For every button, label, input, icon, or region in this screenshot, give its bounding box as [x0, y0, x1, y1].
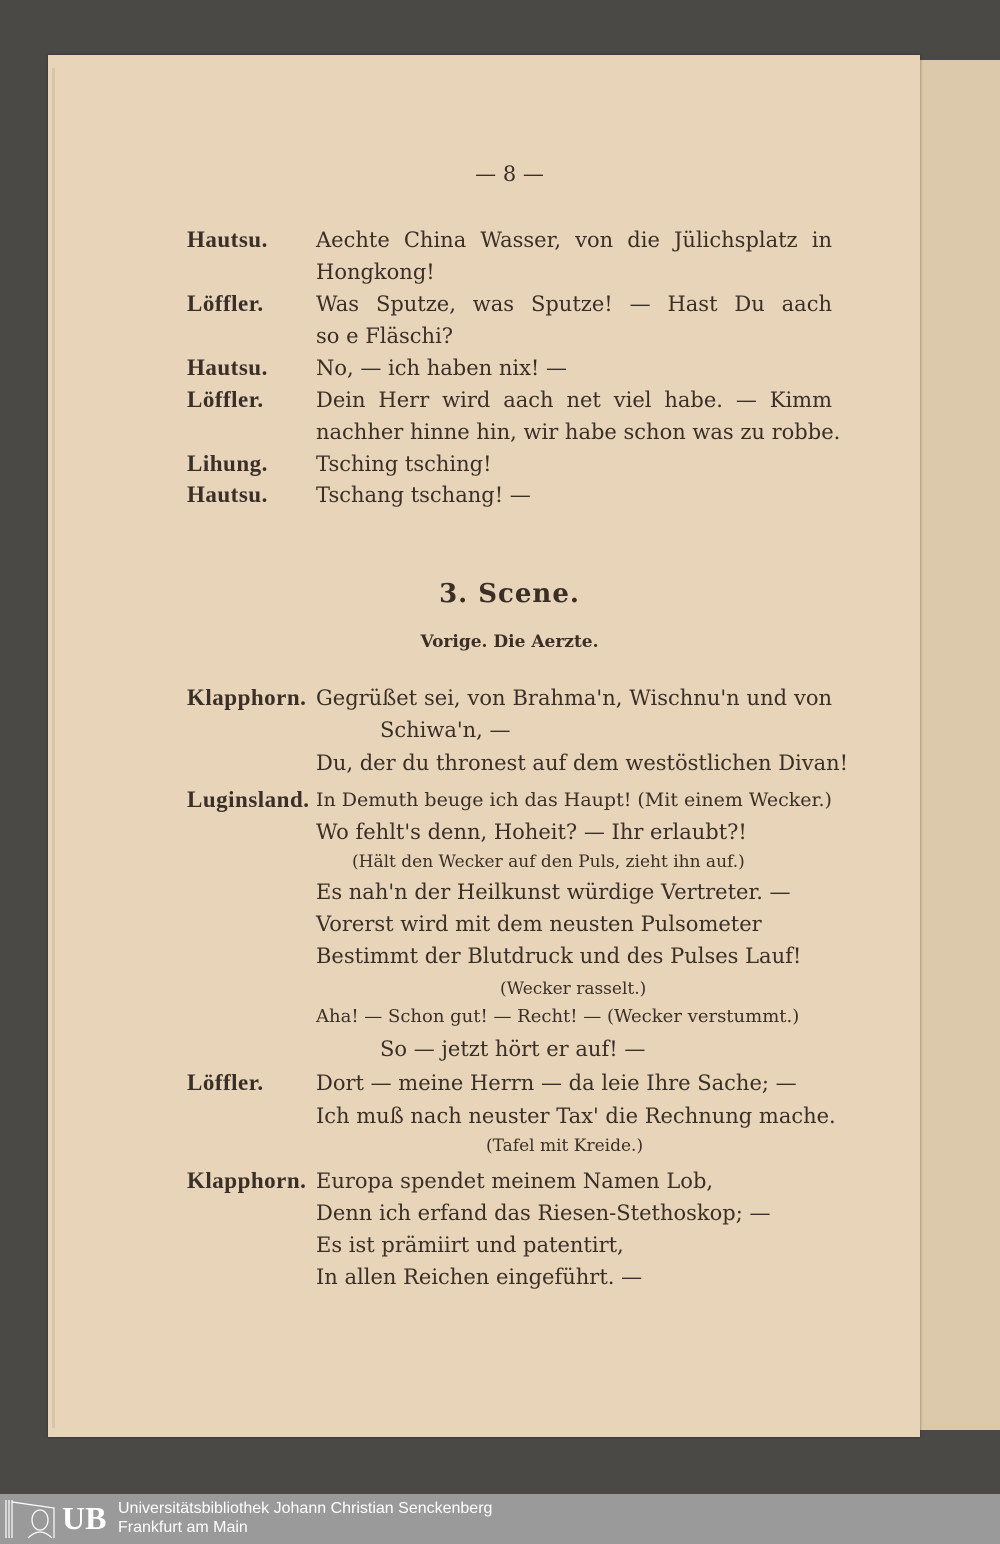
- speaker: Lihung.: [187, 451, 268, 476]
- dialogue-line: so e Fläschi?: [316, 324, 454, 348]
- dialogue-line: Dein Herr wird aach net viel habe. — Kimm: [316, 388, 832, 412]
- page-edge: [52, 68, 55, 1428]
- speaker: Luginsland.: [187, 787, 310, 812]
- stage-direction: (Wecker rasselt.): [500, 979, 647, 999]
- page-number: — 8 —: [475, 162, 544, 186]
- speaker: Löffler.: [187, 1070, 264, 1095]
- stage-direction: (Hält den Wecker auf den Puls, zieht ihn auf.): [352, 852, 745, 872]
- dialogue-line: Denn ich erfand das Riesen-Stethoskop; —: [316, 1201, 771, 1225]
- dialogue-line: In allen Reichen eingeführt. —: [316, 1265, 643, 1289]
- scene-title: 3. Scene.: [439, 579, 580, 609]
- dialogue-line: Aha! — Schon gut! — Recht! — (Wecker verstummt.): [316, 1006, 800, 1027]
- stage-direction: (Tafel mit Kreide.): [486, 1136, 644, 1156]
- portrait-icon: [4, 1498, 60, 1540]
- speaker: Löffler.: [187, 291, 264, 316]
- dialogue-line: Tsching tsching!: [316, 452, 492, 476]
- dialogue-line: Es ist prämiirt und patentirt,: [316, 1233, 624, 1257]
- dialogue-line: Bestimmt der Blutdruck und des Pulses Lauf!: [316, 944, 802, 968]
- speaker: Hautsu.: [187, 355, 268, 380]
- scene-subtitle: Vorige. Die Aerzte.: [420, 632, 599, 652]
- speaker: Hautsu.: [187, 482, 268, 507]
- dialogue-line: Vorerst wird mit dem neusten Pulsometer: [316, 912, 762, 936]
- speaker: Klapphorn.: [187, 685, 307, 710]
- speaker: Klapphorn.: [187, 1168, 307, 1193]
- speaker: Hautsu.: [187, 227, 268, 252]
- library-footer: [0, 1494, 1000, 1544]
- dialogue-line: nachher hinne hin, wir habe schon was zu robbe.: [316, 420, 841, 444]
- speaker: Löffler.: [187, 387, 264, 412]
- dialogue-line: No, — ich haben nix! —: [316, 356, 568, 380]
- next-page-edge: [918, 60, 1000, 1430]
- library-logo: [4, 1498, 108, 1540]
- dialogue-line: So — jetzt hört er auf! —: [380, 1037, 646, 1061]
- dialogue-line: Du, der du thronest auf dem westöstlichen Divan!: [316, 751, 849, 775]
- dialogue-line: Tschang tschang! —: [316, 483, 531, 507]
- dialogue-line: Schiwa'n, —: [380, 718, 511, 742]
- dialogue-line: Gegrüßet sei, von Brahma'n, Wischnu'n und von: [316, 686, 832, 710]
- dialogue-line: Wo fehlt's denn, Hoheit? — Ihr erlaubt?!: [316, 820, 747, 844]
- dialogue-line: Ich muß nach neuster Tax' die Rechnung mache.: [316, 1104, 836, 1128]
- dialogue-line: Dort — meine Herrn — da leie Ihre Sache; —: [316, 1071, 797, 1095]
- dialogue-line: Aechte China Wasser, von die Jülichsplatz in: [316, 228, 832, 252]
- dialogue-line: Was Sputze, was Sputze! — Hast Du aach: [316, 292, 832, 316]
- library-name: Universitätsbibliothek Johann Christian Senckenberg: [118, 1500, 493, 1517]
- dialogue-line: Es nah'n der Heilkunst würdige Vertreter. —: [316, 880, 791, 904]
- dialogue-line: Hongkong!: [316, 260, 435, 284]
- logo-text: UB: [62, 1500, 107, 1536]
- dialogue-line: Europa spendet meinem Namen Lob,: [316, 1169, 714, 1193]
- dialogue-line: In Demuth beuge ich das Haupt! (Mit einem Wecker.): [316, 789, 832, 811]
- library-city: Frankfurt am Main: [118, 1519, 248, 1536]
